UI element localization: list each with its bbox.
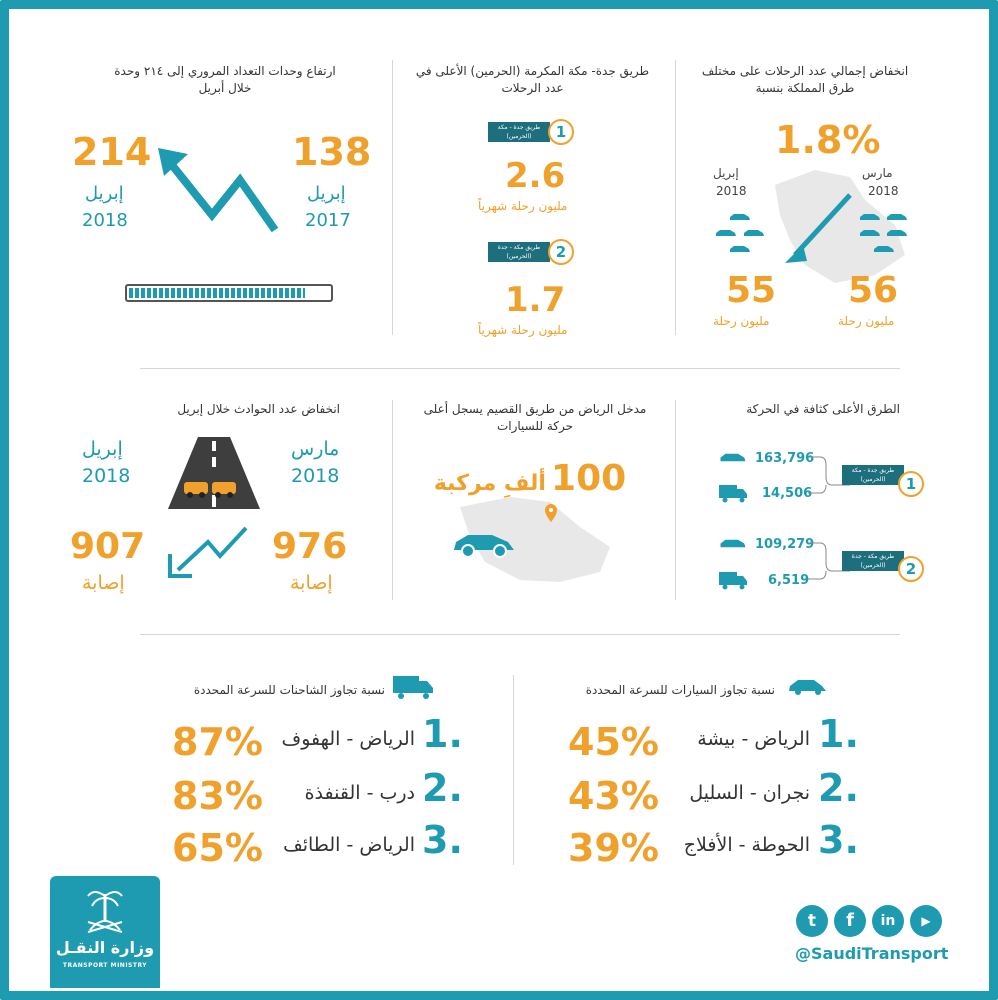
march-trips-unit: مليون رحلة <box>838 314 895 328</box>
section-title: طريق جدة- مكة المكرمة (الحرمين) الأعلى في عدد الرحلات <box>415 64 650 95</box>
road-name: الرياض - بيشة <box>697 728 810 750</box>
route-tag: طريق جدة - مكة (الحرمين) <box>488 122 550 142</box>
speeding-percent: 65% <box>172 826 263 870</box>
road-name: درب - القنفذة <box>304 782 415 804</box>
decline-percent: 1.8% <box>775 118 881 162</box>
speeding-percent: 39% <box>568 826 659 870</box>
trucks-count: 6,519 <box>768 573 810 588</box>
truck-icon <box>392 674 434 700</box>
car-icon <box>858 212 882 222</box>
rank-badge: 1 <box>548 119 574 145</box>
section-title: مدخل الرياض من طريق القصيم يسجل أعلى حركة للسيارات <box>423 402 647 433</box>
route-tag: طريق مكة - جدة (الحرمين) <box>842 551 904 571</box>
falling-arrow-icon <box>162 524 250 580</box>
truck-icon <box>718 483 748 503</box>
linkedin-icon[interactable]: in <box>872 905 904 937</box>
road-name: الرياض - الطائف <box>283 834 415 856</box>
injury-label: إصابة <box>82 572 125 594</box>
units-2018-year: 2018 <box>82 210 128 231</box>
truck-icon <box>718 570 748 590</box>
april-injuries: 907 <box>70 526 146 567</box>
palm-swords-icon <box>82 886 128 934</box>
car-icon <box>885 228 909 238</box>
cars-count: 109,279 <box>755 537 815 552</box>
section-title: انخفاض عدد الحوادث خلال إبريل <box>177 402 340 416</box>
logo-arabic: وزارة النقـل <box>55 938 155 957</box>
april-trips-value: 55 <box>726 270 777 311</box>
car-icon <box>742 228 766 238</box>
march-label: مارس <box>291 438 340 460</box>
road-name: الرياض - الهفوف <box>281 728 415 750</box>
rank-number: 3. <box>818 818 859 862</box>
march-injuries: 976 <box>272 526 348 567</box>
units-2017-value: 138 <box>292 130 372 174</box>
rank-number: 1. <box>422 712 463 756</box>
trips-value: 2.6 <box>505 156 566 196</box>
car-icon <box>718 537 748 550</box>
car-icon <box>786 676 828 696</box>
car-icon <box>728 244 752 254</box>
speeding-percent: 87% <box>172 720 263 764</box>
logo-english: TRANSPORT MINISTRY <box>62 962 148 969</box>
rank-number: 3. <box>422 818 463 862</box>
facebook-icon[interactable]: f <box>834 905 866 937</box>
trips-unit: مليون رحلة شهرياً <box>478 323 568 337</box>
units-2017-year: 2017 <box>305 210 351 231</box>
divider <box>675 60 676 335</box>
rising-arrow-icon <box>150 140 285 235</box>
divider <box>675 400 676 600</box>
rank-badge: 1 <box>898 471 924 497</box>
section-title: ارتفاع وحدات التعداد المروري إلى ٢١٤ وحدة خلال أبريل <box>114 64 336 95</box>
rank-number: 1. <box>818 712 859 756</box>
march-year: 2018 <box>291 465 340 487</box>
route-tag: طريق جدة - مكة (الحرمين) <box>842 465 904 485</box>
units-2018-value: 214 <box>72 130 152 174</box>
divider <box>140 634 900 635</box>
divider <box>513 675 514 865</box>
road-name: الحوطة - الأفلاج <box>683 834 810 856</box>
april-label: إبريل <box>82 438 123 460</box>
units-progress-bar <box>125 284 333 302</box>
units-2018-month: إبريل <box>85 183 124 204</box>
saudi-map-icon <box>440 492 620 587</box>
road-accident-icon <box>168 437 260 509</box>
injury-label: إصابة <box>290 572 333 594</box>
april-trips-unit: مليون رحلة <box>713 314 770 328</box>
rank-number: 2. <box>818 766 859 810</box>
cars-count: 163,796 <box>755 451 815 466</box>
progress-fill <box>129 288 305 298</box>
section-title: نسبة تجاوز السيارات للسرعة المحددة <box>585 683 775 697</box>
car-icon <box>872 244 896 254</box>
car-icon <box>728 212 752 222</box>
rank-badge: 2 <box>898 556 924 582</box>
ministry-logo <box>50 876 160 988</box>
units-2017-month: إبريل <box>307 183 346 204</box>
trips-value: 1.7 <box>505 280 566 320</box>
vehicles-number: 100 <box>551 458 627 499</box>
vehicles-unit: ألف مركبة <box>433 471 546 496</box>
rank-number: 2. <box>422 766 463 810</box>
divider <box>392 400 393 600</box>
youtube-icon[interactable]: ▶ <box>910 905 942 937</box>
march-label: مارس <box>862 166 893 180</box>
car-icon <box>714 228 738 238</box>
march-year: 2018 <box>868 184 899 198</box>
april-year: 2018 <box>82 465 131 487</box>
divider <box>140 368 900 369</box>
trucks-count: 14,506 <box>762 486 813 501</box>
twitter-icon[interactable]: t <box>796 905 828 937</box>
trips-unit: مليون رحلة شهرياً <box>478 199 568 213</box>
speeding-percent: 43% <box>568 774 659 818</box>
car-icon <box>718 451 748 464</box>
section-title: الطرق الأعلى كثافة في الحركة <box>746 402 900 416</box>
divider <box>392 60 393 335</box>
march-trips-value: 56 <box>848 270 899 311</box>
april-year: 2018 <box>716 184 747 198</box>
speeding-percent: 83% <box>172 774 263 818</box>
section-title: نسبة تجاوز الشاحنات للسرعة المحددة <box>193 683 385 697</box>
route-tag: طريق مكة - جدة (الحرمين) <box>488 242 550 262</box>
social-handle[interactable]: @SaudiTransport <box>795 944 949 963</box>
speeding-percent: 45% <box>568 720 659 764</box>
road-name: نجران - السليل <box>689 782 810 804</box>
section-title: انخفاض إجمالي عدد الرحلات على مختلف طرق المملكة بنسبة <box>701 64 909 95</box>
april-label: إبريل <box>713 166 739 180</box>
rank-badge: 2 <box>548 239 574 265</box>
car-icon <box>885 212 909 222</box>
car-icon <box>858 228 882 238</box>
